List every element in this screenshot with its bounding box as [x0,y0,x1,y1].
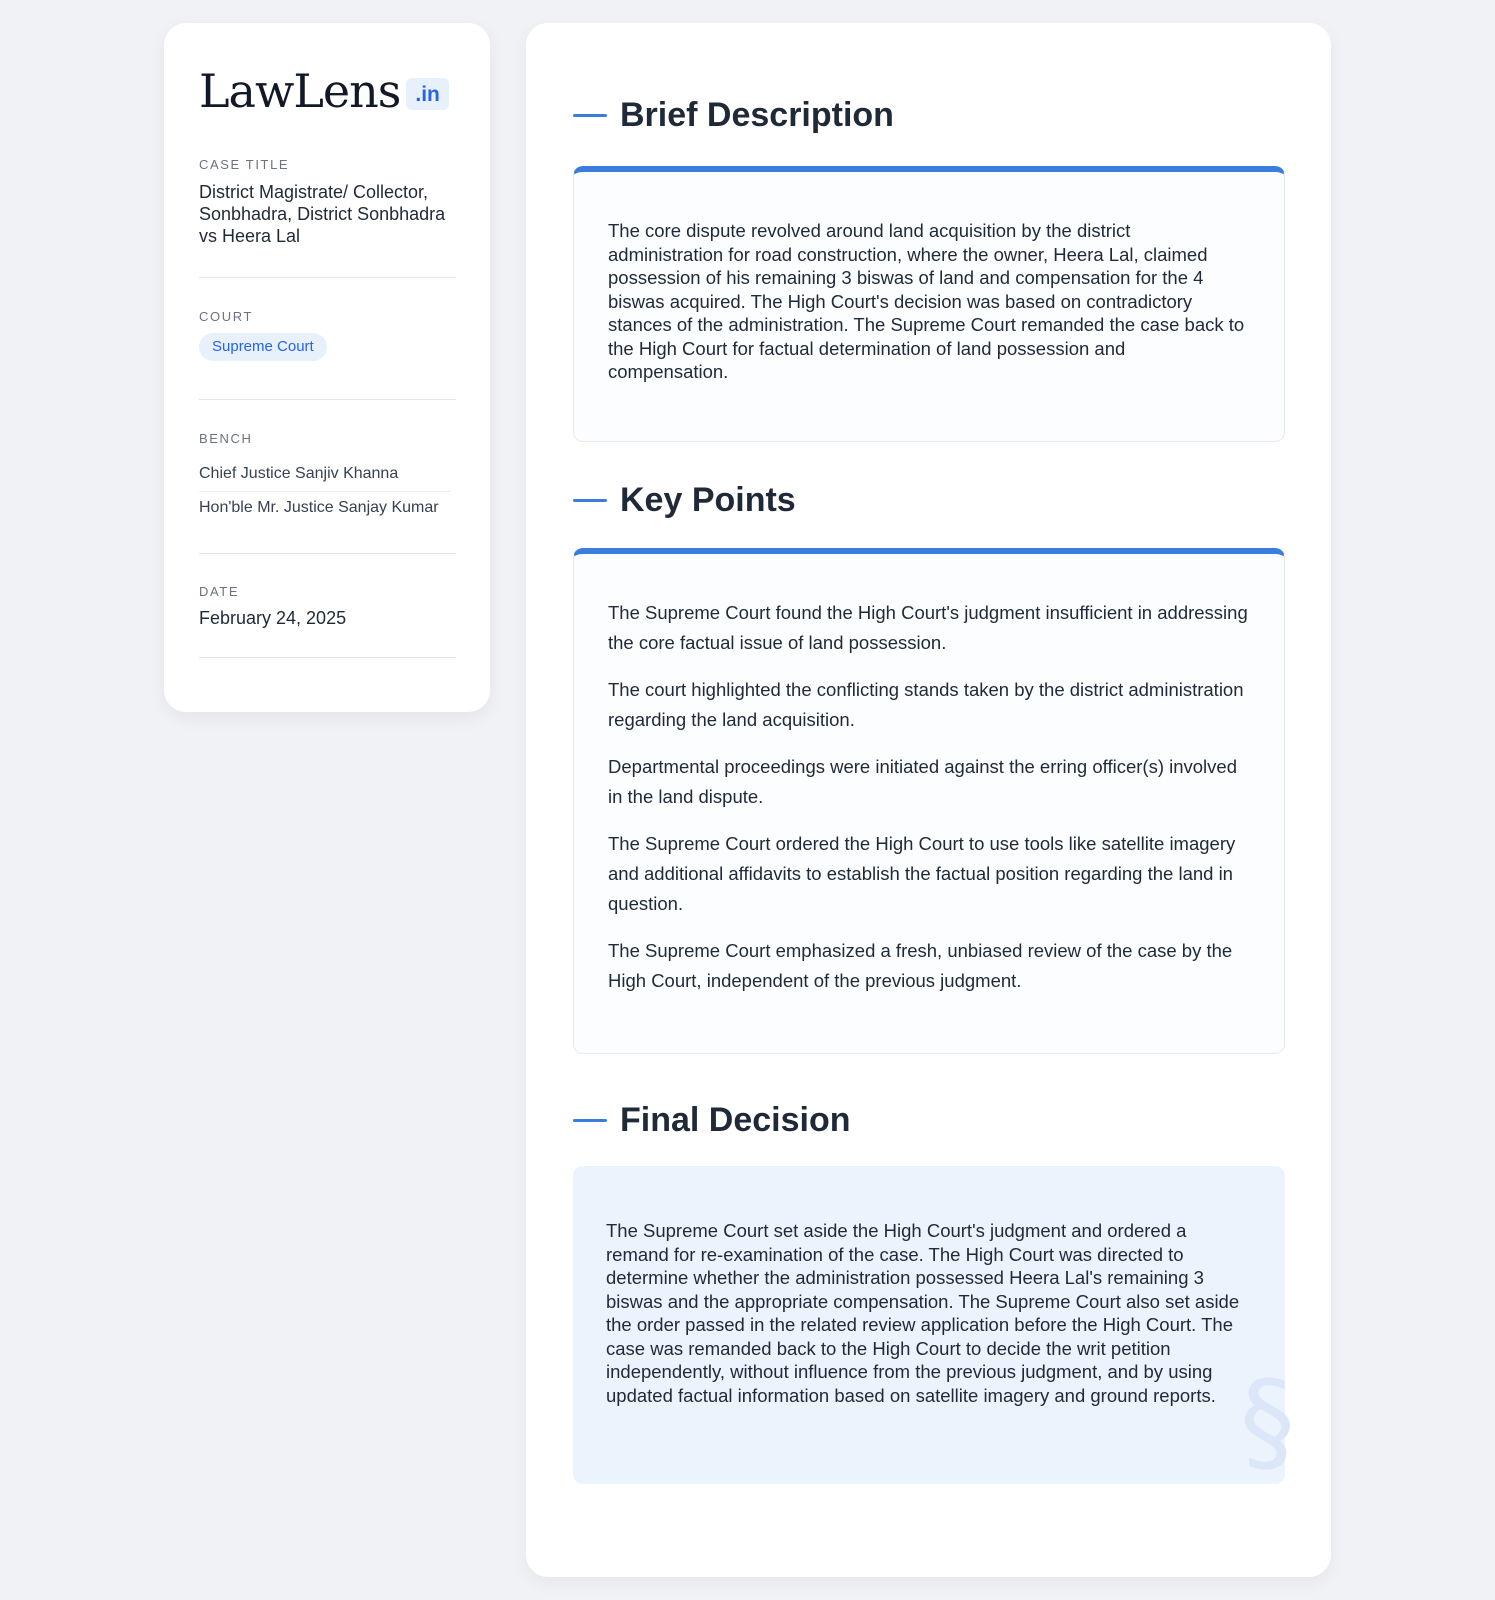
key-points-box [573,548,1285,1054]
case-title: District Magistrate/ Collector, Sonbhadra, District Sonbhadra vs Heera Lal [199,182,446,246]
key-point-item: Departmental proceedings were initiated against the erring officer(s) involved in the land dispute. [608,756,1237,807]
heading-accent-bar [573,499,607,502]
brief-description-heading [573,98,894,132]
key-point-item: The Supreme Court emphasized a fresh, unbiased review of the case by the High Court, independent of the previous judgment. [608,940,1233,991]
bench-member: Chief Justice Sanjiv Khanna [199,458,451,492]
date-value: February 24, 2025 [199,608,347,628]
final-decision-text: The Supreme Court set aside the High Court's judgment and ordered a remand for re-examination of the case. The High Court was directed to determine whether the administration possessed Heera Lal's remaining 3 biswas and the appropriate compensation. The Supreme Court also set aside the order passed in the related review application before the High Court. The case was remanded back to the High Court to decide the writ petition independently, without influence from the previous judgment, and by using updated factual information based on satellite imagery and ground reports. [606,1220,1240,1406]
date-block [199,554,456,658]
bench-block [199,400,456,554]
scale-icon: § [1240,1357,1295,1485]
case-title-label: CASE TITLE [199,157,290,172]
brand-tld-badge: .in [406,78,449,110]
key-point-item: The Supreme Court ordered the High Court to use tools like satellite imagery and additional affidavits to establish the factual position regarding the land in question. [608,833,1236,914]
section-title: Brief Description [620,96,894,134]
brief-description-text: The core dispute revolved around land acquisition by the district administration for road construction, where the owner, Heera Lal, claimed possession of his remaining 3 biswas of land and compensation for the 4 biswas acquired. The High Court's decision was based on contradictory stances of the administration. The Supreme Court remanded the case back to the High Court for factual determination of land possession and compensation. [608,220,1245,382]
date-label: DATE [199,584,240,599]
bench-member: Hon'ble Mr. Justice Sanjay Kumar [199,499,439,516]
section-title: Key Points [620,481,796,519]
heading-accent-bar [573,114,607,117]
section-title: Final Decision [620,1101,851,1139]
bench-label: BENCH [199,431,253,446]
court-label: COURT [199,309,253,324]
case-content [526,23,1331,1577]
key-point-item: The Supreme Court found the High Court's judgment insufficient in addressing the core factual issue of land possession. [608,602,1248,653]
key-points-heading [573,483,796,517]
brand-name: LawLens [199,64,401,118]
case-title-block [199,157,456,278]
key-point-item: The court highlighted the conflicting stands taken by the district administration regarding the land acquisition. [608,679,1244,730]
final-decision-box [573,1166,1295,1485]
court-block [199,278,456,400]
brief-description-box [573,166,1285,442]
court-badge: Supreme Court [199,333,327,361]
final-decision-heading [573,1103,851,1137]
case-sidebar [164,23,490,712]
brand-logo[interactable] [199,65,456,117]
heading-accent-bar [573,1119,607,1122]
